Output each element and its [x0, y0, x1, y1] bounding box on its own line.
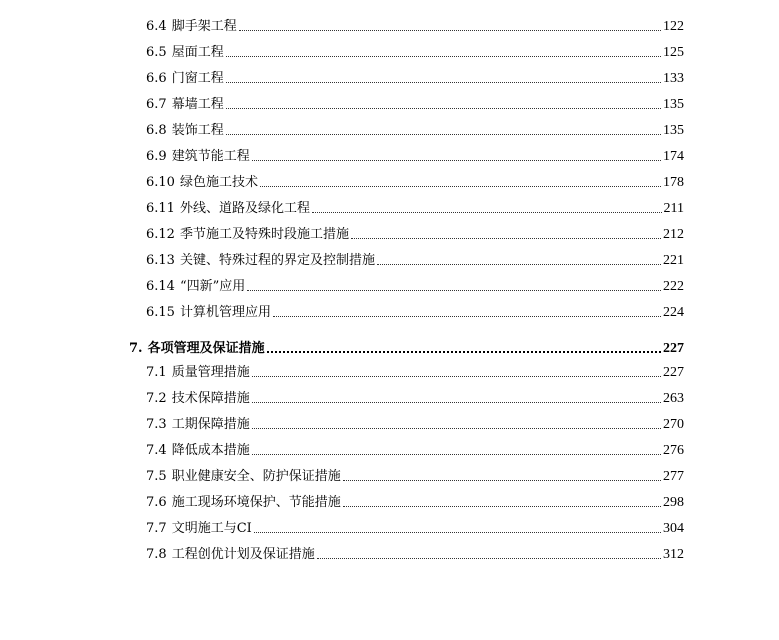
toc-entry-page: 276 — [663, 443, 684, 458]
toc-entry-page: 227 — [663, 341, 684, 356]
toc-entry-number: 6.4 — [146, 19, 167, 34]
dot-leader — [317, 557, 661, 559]
toc-entry-title: 屋面工程 — [171, 45, 224, 60]
toc-entry[interactable] — [146, 67, 684, 87]
toc-entry-title: 建筑节能工程 — [171, 149, 250, 164]
toc-entry-number: 6.11 — [146, 201, 175, 216]
toc-entry-title: 工程创优计划及保证措施 — [171, 547, 315, 562]
toc-entry-page: 122 — [663, 19, 684, 34]
dot-leader — [273, 315, 661, 317]
toc-entry[interactable] — [146, 15, 684, 35]
toc-entry-number: 6.9 — [146, 149, 167, 164]
toc-entry-number: 7.7 — [146, 521, 167, 536]
toc-entry-page: 221 — [663, 253, 684, 268]
dot-leader — [226, 55, 661, 57]
toc-entry[interactable] — [146, 41, 684, 61]
toc-entry-title: 各项管理及保证措施 — [147, 341, 265, 356]
toc-entry[interactable] — [146, 301, 684, 321]
toc-entry-number: 7.3 — [146, 417, 167, 432]
toc-entry-page: 135 — [663, 97, 684, 112]
toc-entry-title: 季节施工及特殊时段施工措施 — [179, 227, 349, 242]
toc-entry-page: 224 — [663, 305, 684, 320]
toc-entry-title: 门窗工程 — [171, 71, 224, 86]
dot-leader — [252, 453, 661, 455]
toc-entry-title: 降低成本措施 — [171, 443, 250, 458]
toc-entry[interactable] — [146, 387, 684, 407]
toc-chapter-entry[interactable] — [129, 337, 684, 357]
toc-entry-page: 135 — [663, 123, 684, 138]
toc-entry-title: 技术保障措施 — [171, 391, 250, 406]
toc-entry-page: 312 — [663, 547, 684, 562]
dot-leader — [226, 107, 661, 109]
dot-leader — [239, 29, 661, 31]
toc-entry-number: 7.6 — [146, 495, 167, 510]
toc-entry[interactable] — [146, 197, 684, 217]
dot-leader — [247, 289, 661, 291]
toc-entry-page: 133 — [663, 71, 684, 86]
toc-entry-title: 外线、道路及绿化工程 — [179, 201, 310, 216]
toc-entry-page: 298 — [663, 495, 684, 510]
toc-entry-page: 211 — [663, 201, 684, 216]
toc-entry[interactable] — [146, 413, 684, 433]
toc-entry[interactable] — [146, 93, 684, 113]
toc-entry-page: 125 — [663, 45, 684, 60]
toc-entry-number: 6.13 — [146, 253, 175, 268]
dot-leader — [343, 479, 661, 481]
dot-leader — [252, 401, 661, 403]
toc-entry[interactable] — [146, 223, 684, 243]
toc-entry[interactable] — [146, 517, 684, 537]
toc-entry-number: 6.15 — [146, 305, 175, 320]
toc-entry-title: 装饰工程 — [171, 123, 224, 138]
dot-leader — [267, 350, 661, 353]
toc-entry-number: 7. — [129, 341, 143, 356]
dot-leader — [254, 531, 661, 533]
toc-entry-number: 7.5 — [146, 469, 167, 484]
toc-entry[interactable] — [146, 543, 684, 563]
toc-entry-title: 脚手架工程 — [171, 19, 237, 34]
toc-entry-title: 施工现场环境保护、节能措施 — [171, 495, 341, 510]
toc-entry-number: 6.5 — [146, 45, 167, 60]
toc-entry-page: 277 — [663, 469, 684, 484]
toc-entry-number: 7.1 — [146, 365, 167, 380]
dot-leader — [377, 263, 661, 265]
toc-entry[interactable] — [146, 465, 684, 485]
toc-entry[interactable] — [146, 361, 684, 381]
toc-entry-title: 关键、特殊过程的界定及控制措施 — [179, 253, 375, 268]
toc-entry-title: 质量管理措施 — [171, 365, 250, 380]
toc-entry[interactable] — [146, 491, 684, 511]
dot-leader — [252, 159, 661, 161]
toc-entry-number: 7.2 — [146, 391, 167, 406]
toc-entry-title: 计算机管理应用 — [179, 305, 271, 320]
toc-entry[interactable] — [146, 171, 684, 191]
toc-entry[interactable] — [146, 275, 684, 295]
toc-entry-number: 6.8 — [146, 123, 167, 138]
toc-entry-page: 222 — [663, 279, 684, 294]
dot-leader — [312, 211, 662, 213]
dot-leader — [260, 185, 661, 187]
dot-leader — [252, 427, 661, 429]
toc-entry[interactable] — [146, 249, 684, 269]
toc-entry-page: 304 — [663, 521, 684, 536]
dot-leader — [351, 237, 661, 239]
toc-entry-number: 6.7 — [146, 97, 167, 112]
toc-entry-number: 7.4 — [146, 443, 167, 458]
dot-leader — [343, 505, 661, 507]
toc-entry-number: 7.8 — [146, 547, 167, 562]
toc-entry-number: 6.12 — [146, 227, 175, 242]
toc-entry-number: 6.10 — [146, 175, 175, 190]
toc-entry-page: 212 — [663, 227, 684, 242]
toc-entry-title: 职业健康安全、防护保证措施 — [171, 469, 341, 484]
toc-entry-number: 6.14 — [146, 279, 175, 294]
dot-leader — [252, 375, 661, 377]
toc-entry-title: 绿色施工技术 — [179, 175, 258, 190]
toc-entry[interactable] — [146, 119, 684, 139]
toc-entry-title: 文明施工与CI — [171, 521, 252, 536]
dot-leader — [226, 133, 661, 135]
toc-entry[interactable] — [146, 145, 684, 165]
toc-entry-title: 工期保障措施 — [171, 417, 250, 432]
toc-entry-page: 227 — [663, 365, 684, 380]
toc-entry-number: 6.6 — [146, 71, 167, 86]
dot-leader — [226, 81, 661, 83]
toc-entry[interactable] — [146, 439, 684, 459]
toc-entry-page: 270 — [663, 417, 684, 432]
toc-entry-page: 178 — [663, 175, 684, 190]
toc-entry-title: “四新”应用 — [179, 279, 246, 294]
toc-entry-page: 263 — [663, 391, 684, 406]
toc-entry-title: 幕墙工程 — [171, 97, 224, 112]
toc-entry-page: 174 — [663, 149, 684, 164]
